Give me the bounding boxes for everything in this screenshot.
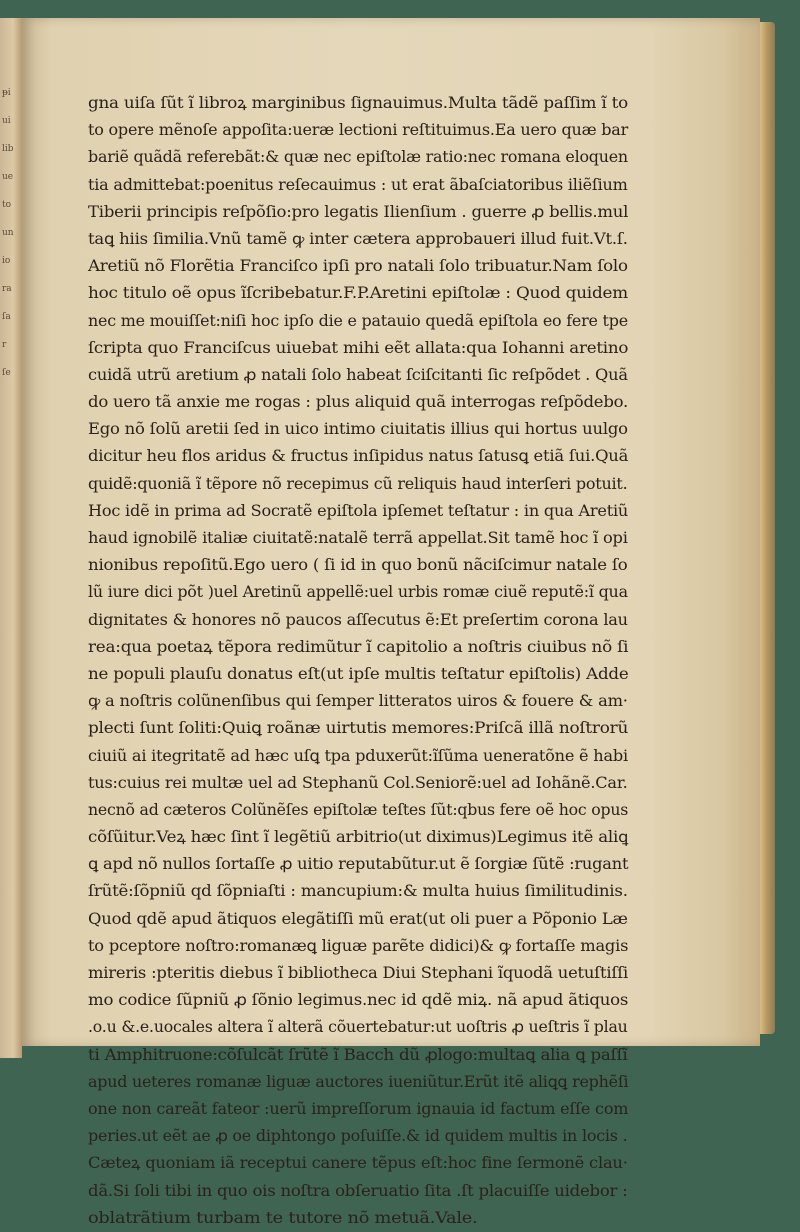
text-line: Aretiũ nõ Florẽtia Franciſco ipſi pro natali ſolo tribuatur.Nam ſolo: [88, 257, 628, 276]
text-line: Ego nõ ſolũ aretii ſed in uico intimo ciuitatis illius qui hortus uulgo: [88, 420, 628, 439]
text-line: ꝙ a noſtris colũnenſibus qui ſemper litteratos uiros & fouere & am·: [88, 692, 628, 711]
text-line: tia admittebat:poenitus reſecauimus : ut erat ãbaſciatoribus iliẽſium: [88, 175, 628, 194]
text-line: taꝗ hiis ſimilia.Vnũ tamẽ ꝙ inter cætera approbaueri illud fuit.Vt.ſ.: [88, 229, 628, 248]
text-line: Hoc idẽ in prima ad Socratẽ epiſtola ipſemet teſtatur : in qua Aretiũ: [88, 501, 629, 520]
text-line: do uero tã anxie me rogas : plus aliquid quã interrogas reſpõdebo.: [88, 393, 629, 412]
text-line: ſcripta quo Franciſcus uiuebat mihi eẽt allata:qua Iohanni aretino: [88, 338, 629, 357]
text-line: tus:cuius rei multæ uel ad Stephanũ Col.Seniorẽ:uel ad Iohãnẽ.Car.: [88, 773, 628, 792]
text-line: plecti ſunt ſoliti:Quiꝗ roãnæ uirtutis memores:Priſcã illã noſtrorũ: [88, 719, 629, 738]
text-line: ꝗ apd nõ nullos ſortaſſe ꝓ uitio reputabũtur.ut ẽ ſorgiæ ſũtẽ :rugant: [88, 855, 629, 874]
text-line: ciuiũ ai itegritatẽ ad hæc uſꝗ tpa pduxerũt:ĩſũma ueneratõne ẽ habi: [88, 746, 628, 765]
text-line: necnõ ad cæteros Colũnẽſes epiſtolæ teſtes ſũt:qbus fere oẽ hoc opus: [88, 800, 629, 819]
text-line: ti Amphitruone:cõſulcãt ſrũtẽ ĩ Bacch dũ ꝓlogo:multaꝗ alia ꝗ paſſĩ: [88, 1045, 628, 1064]
text-line: hoc titulo oẽ opus ĩſcribebatur.F.P.Aretini epiſtolæ : Quod quidem: [88, 284, 628, 303]
text-line: nionibus repoſitũ.Ego uero ( ſi id in quo bonũ nãciſcimur natale ſo: [88, 556, 628, 575]
text-line: cuidã utrũ aretium ꝓ natali ſolo habeat ſciſcitanti ſic reſpõdet . Quã: [88, 365, 628, 384]
text-line: quidẽ:quoniã ĩ tẽpore nõ recepimus cũ reliquis haud interſeri potuit.: [88, 474, 628, 493]
facing-page-fragment: ᵽi: [2, 88, 11, 98]
text-line: Quod qdẽ apud ãtiquos elegãtiſſi mũ erat(ut oli puer a Põponio Læ: [88, 909, 628, 928]
facing-page-fragment: ra: [2, 284, 12, 294]
facing-page-fragment: ſe: [2, 368, 11, 378]
text-line: to pceptore noſtro:romanæꝗ liguæ parẽte didici)& ꝙ fortaſſe magis: [88, 936, 629, 955]
facing-page-fragment: un: [2, 228, 14, 238]
text-line: dã.Si ſoli tibi in quo ois noſtra obſeruatio ſita .ſt placuiſſe uidebor :: [88, 1181, 628, 1200]
body-text: [88, 90, 628, 1232]
text-line: Tiberii principis reſpõſio:pro legatis Ilienſium . guerre ꝓ bellis.mul: [88, 202, 629, 221]
text-line: mireris :pteritis diebus ĩ bibliotheca Diui Stephani ĩquodã uetuſtiſſi: [88, 964, 629, 982]
text-line: apud ueteres romanæ liguæ auctores iueniũtur.Erũt itẽ aliꝗꝗ rephẽſi: [88, 1072, 629, 1091]
text-line: lũ iure dici põt )uel Aretinũ appellẽ:uel urbis romæ ciuẽ reputẽ:ĩ qua: [88, 583, 628, 602]
text-line: to opere mẽnoſe appoſita:ueræ lectioni reſtituimus.Ea uero quæ bar: [88, 121, 629, 140]
text-line: rea:qua poetaꝝ tẽpora redimũtur ĩ capitolio a noſtris ciuibus nõ ſi: [88, 637, 629, 656]
facing-page-fragment: io: [2, 256, 11, 266]
text-line: ne populi plauſu donatus eſt(ut ipſe multis teſtatur epiſtolis) Adde: [88, 664, 629, 683]
book-page: [22, 18, 760, 1227]
text-line: nec me mouiſſet:niſi hoc ipſo die e patauio quedã epiſtola eo fere tpe: [88, 311, 628, 330]
text-line: .o.u &.e.uocales altera ĩ alterã cõuertebatur:ut uoſtris ꝓ ueſtris ĩ plau: [88, 1018, 628, 1037]
text-line: dicitur heu flos aridus & fructus inſipidus natus ſatusꝗ etiã ſui.Quã: [88, 447, 629, 466]
facing-page-fragment: ſa: [2, 312, 11, 322]
text-line: ſrũtẽ:ſõpniũ qd ſõpniaſti : mancupium:& multa huius ſimilitudinis.: [88, 882, 628, 901]
text-line: gna uiſa ſũt ĩ libroꝝ marginibus ſignauimus.Multa tãdẽ paſſim ĩ to: [88, 94, 628, 112]
text-line: mo codice ſũpniũ ꝓ ſõnio legimus.nec id qdẽ miꝝ. nã apud ãtiquos: [88, 991, 629, 1010]
text-line: dignitates & honores nõ paucos aſſecutus ẽ:Et preſertim corona lau: [88, 610, 628, 629]
facing-page-fragment: r: [2, 340, 7, 350]
text-line: peries.ut eẽt ae ꝓ oe diphtongo poſuiſſe.& id quidem multis in locis .: [88, 1127, 628, 1146]
text-line: one non careãt fateor :uerũ impreſſorum ignauia id factum eſſe com: [88, 1099, 629, 1118]
facing-page-fragment: to: [2, 200, 12, 210]
text-line: cõſũitur.Veꝝ hæc ſint ĩ legẽtiũ arbitrio(ut diximus)Legimus itẽ aliꝗ: [88, 828, 629, 847]
facing-page-fragment: lib: [2, 144, 14, 154]
facing-page-fragment: ui: [2, 116, 11, 126]
facing-page-edge: [0, 18, 22, 1058]
facing-page-fragment: ue: [2, 172, 14, 182]
text-line: bariẽ quãdã referebãt:& quæ nec epiſtolæ ratio:nec romana eloquen: [88, 148, 628, 167]
text-line: haud ignobilẽ italiæ ciuitatẽ:natalẽ terrã appellat.Sit tamẽ hoc ĩ opi: [88, 529, 628, 547]
text-line: Cæteꝝ quoniam iã receptui canere tẽpus eſt:hoc fine ſermonẽ clau·: [88, 1154, 628, 1173]
text-line: oblatrãtium turbam te tutore nõ metuã.Vale.: [88, 1208, 478, 1227]
